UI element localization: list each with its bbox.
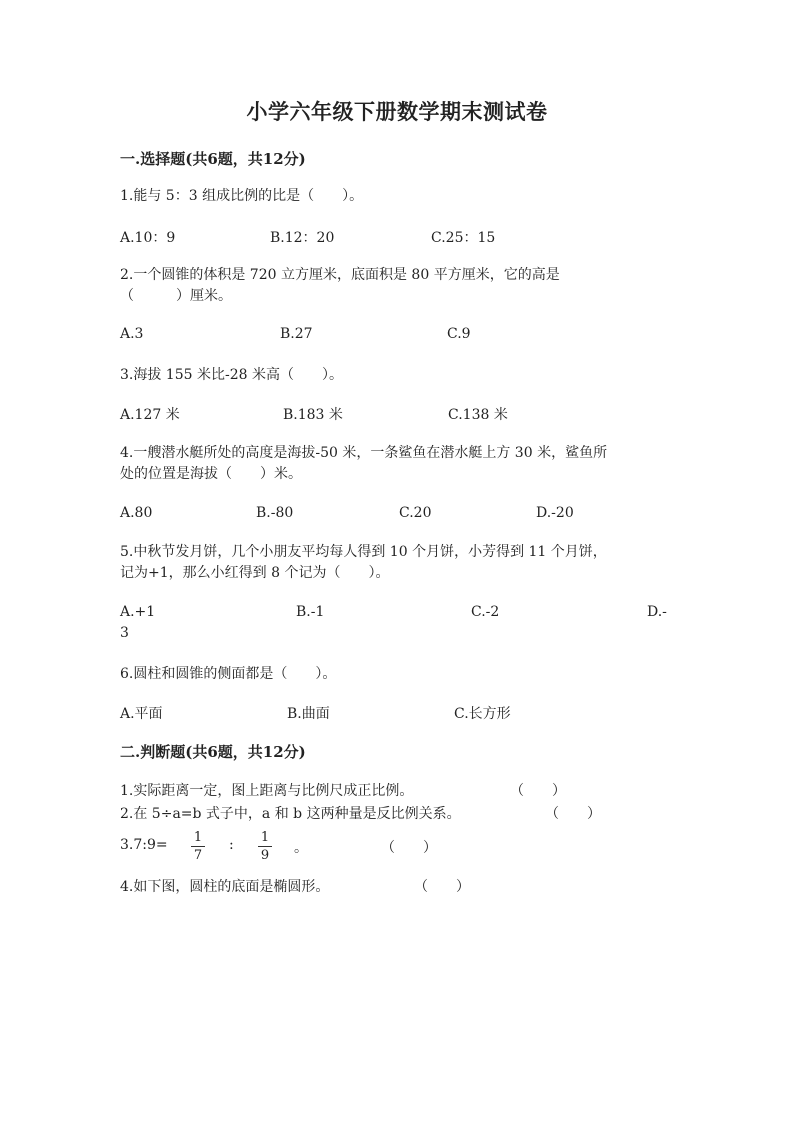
option-a[interactable]: A.127 米 [120, 407, 180, 423]
question-text: 6.圆柱和圆锥的侧面都是（ ）。 [120, 666, 337, 682]
option-b[interactable]: B.-1 [296, 604, 325, 620]
option-b[interactable]: B.27 [280, 326, 313, 342]
question-4-options [120, 505, 680, 525]
fraction-denominator: 9 [260, 848, 270, 863]
question-2-options [120, 326, 680, 346]
fraction-bar [258, 846, 272, 847]
judge-item-2 [120, 803, 461, 823]
answer-blank-1[interactable]: （ ） [510, 783, 566, 799]
question-1 [120, 186, 363, 207]
option-c[interactable]: C.25：15 [431, 230, 496, 246]
option-b[interactable]: B.12：20 [270, 230, 335, 246]
answer-blank-3[interactable]: （ ） [381, 840, 437, 856]
question-text: 3.海拔 155 米比-28 米高（ ）。 [120, 367, 343, 383]
option-b[interactable]: B.-80 [256, 505, 294, 521]
question-6-options [120, 703, 680, 723]
option-a[interactable]: A.平面 [120, 706, 163, 722]
judge-text: 4.如下图，圆柱的底面是椭圆形。 [120, 879, 330, 895]
option-a[interactable]: A.+1 [120, 604, 156, 620]
question-text: 5.中秋节发月饼，几个小朋友平均每人得到 10 个月饼，小芳得到 11 个月饼， [120, 544, 607, 560]
question-text-cont: 处的位置是海拔（ ）米。 [120, 466, 302, 482]
question-text-cont: （ ）厘米。 [120, 288, 232, 304]
option-c[interactable]: C.长方形 [454, 706, 511, 722]
option-a[interactable]: A.10：9 [120, 230, 176, 246]
fraction-one-seventh [191, 830, 205, 863]
fraction-numerator: 1 [193, 830, 203, 845]
question-text: 2.一个圆锥的体积是 720 立方厘米，底面积是 80 平方厘米，它的高是 [120, 267, 560, 283]
option-a[interactable]: A.3 [120, 326, 144, 342]
judge-text: 3.7:9= [120, 837, 168, 853]
question-5 [120, 542, 607, 584]
judge-text: 2.在 5÷a=b 式子中，a 和 b 这两种量是反比例关系。 [120, 806, 461, 822]
question-5-options [120, 604, 680, 624]
option-b[interactable]: B.183 米 [283, 407, 343, 423]
question-2 [120, 265, 560, 307]
fraction-numerator: 1 [260, 830, 270, 845]
page-title: 小学六年级下册数学期末测试卷 [246, 99, 548, 124]
question-3-options [120, 404, 680, 424]
judge-item-1 [120, 780, 413, 800]
fraction-one-ninth [258, 830, 272, 863]
question-1-options [120, 227, 680, 247]
option-d-wrap: 3 [120, 625, 129, 641]
judge-item-4 [120, 876, 329, 896]
section-heading-judge: 二.判断题(共6题，共12分) [120, 743, 306, 761]
option-d[interactable]: D.-20 [536, 505, 574, 521]
fraction-denominator: 7 [193, 848, 203, 863]
judge-item-3 [120, 837, 168, 853]
option-c[interactable]: C.-2 [471, 604, 500, 620]
answer-blank-4[interactable]: （ ） [414, 879, 470, 895]
period-mark: 。 [294, 840, 308, 856]
question-text: 1.能与 5：3 组成比例的比是（ ）。 [120, 188, 364, 204]
option-c[interactable]: C.9 [447, 326, 471, 342]
question-3 [120, 365, 343, 386]
option-d[interactable]: D.- [647, 604, 667, 620]
section-heading-choice: 一.选择题(共6题，共12分) [120, 150, 306, 168]
option-a[interactable]: A.80 [120, 505, 153, 521]
ratio-colon: : [229, 837, 234, 853]
option-b[interactable]: B.曲面 [287, 706, 330, 722]
question-6 [120, 664, 336, 685]
option-c[interactable]: C.138 米 [448, 407, 508, 423]
question-text-cont: 记为+1，那么小红得到 8 个记为（ ）。 [120, 565, 390, 581]
answer-blank-2[interactable]: （ ） [545, 806, 601, 822]
question-text: 4.一艘潜水艇所处的高度是海拔-50 米，一条鲨鱼在潜水艇上方 30 米，鲨鱼所 [120, 445, 608, 461]
judge-text: 1.实际距离一定，图上距离与比例尺成正比例。 [120, 783, 414, 799]
fraction-bar [191, 846, 205, 847]
question-4 [120, 443, 607, 485]
option-c[interactable]: C.20 [399, 505, 432, 521]
